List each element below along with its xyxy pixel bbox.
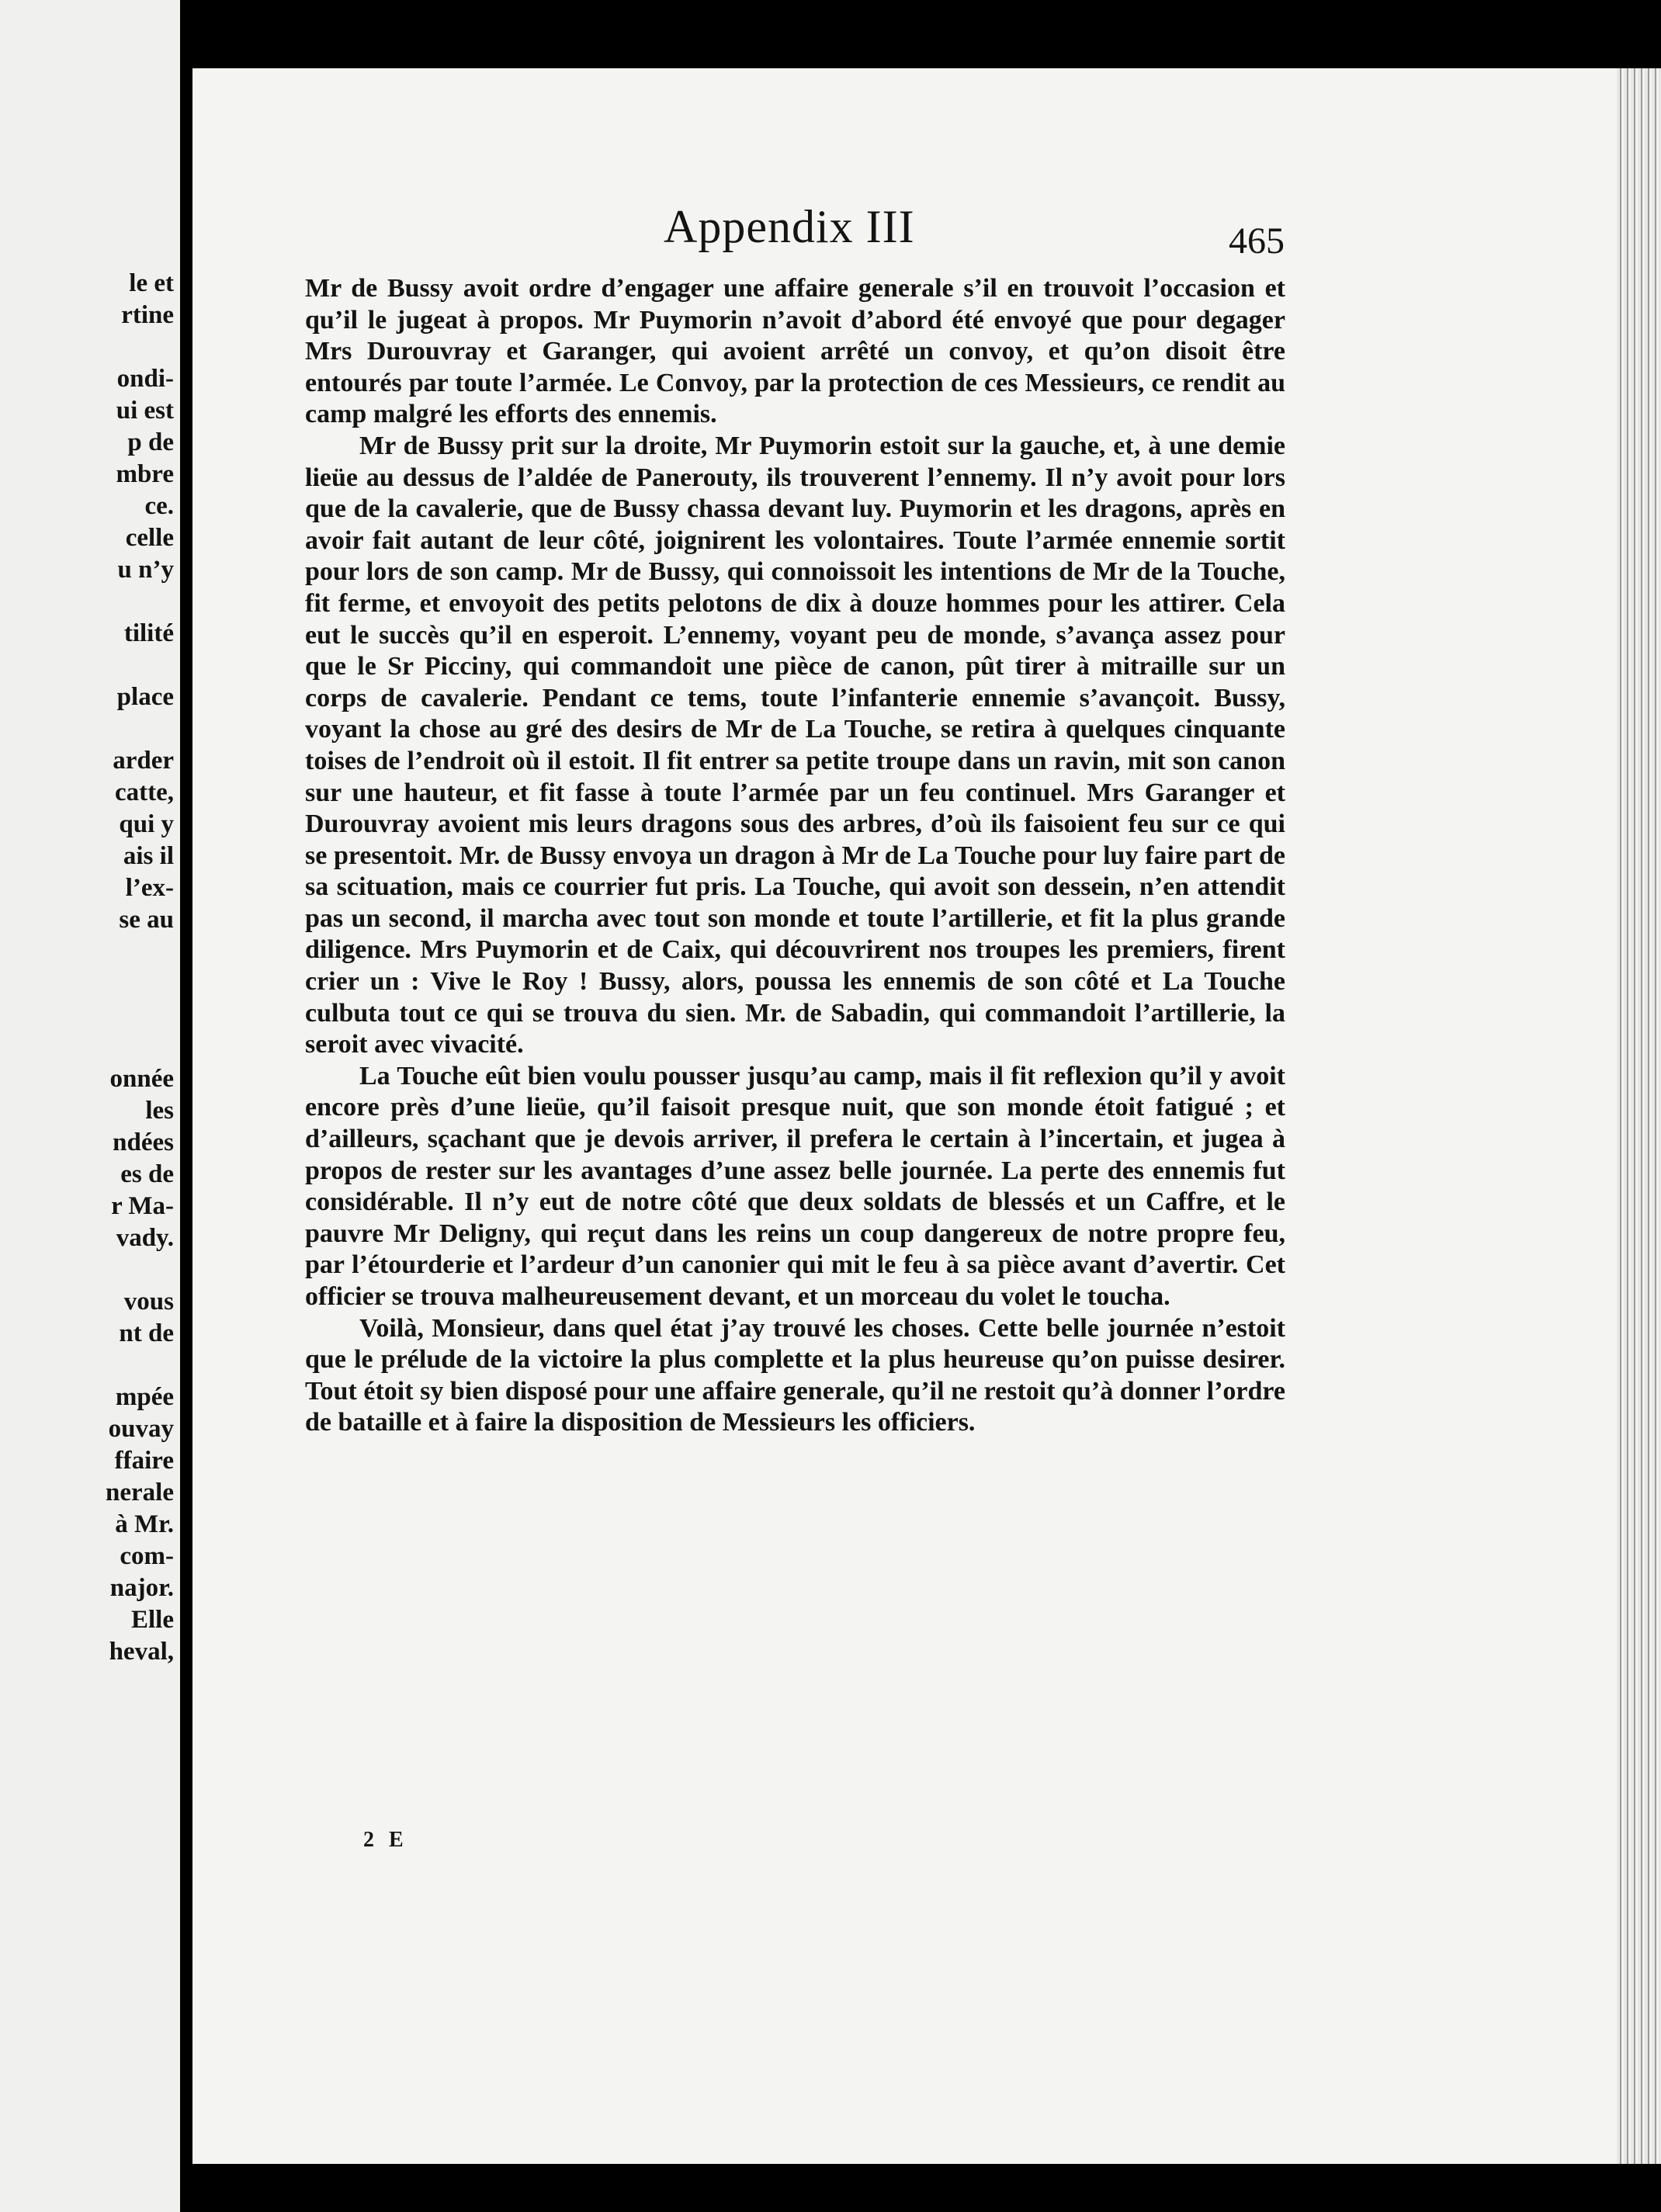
left-page-line — [0, 968, 180, 1000]
left-page-line: Elle — [131, 1606, 174, 1634]
left-page-line: ais il — [123, 842, 174, 870]
left-page-line — [0, 650, 180, 681]
left-page-fragment — [0, 0, 180, 2212]
left-page-line — [0, 936, 180, 968]
left-page-line: celle — [125, 524, 174, 552]
paragraph: Mr de Bussy prit sur la droite, Mr Puymorin estoit sur la gauche, et, à une demie lieüe au dessus de l’aldée de Panerouty, ils trouverent l’ennemy. Il n’y avoit pour lors que de la cavalerie, que de Bussy chassa devant luy. Puymorin et les dragons, après en avoir fait autant de leur côté, joignirent les volontaires. Toute l’armée ennemie sortit pour lors de son camp. Mr de Bussy, qui connoissoit les intentions de Mr de la Touche, fit ferme, et envoyoit des petits pelotons de dix à douze hommes pour les attirer. Cela eut le succès qu’il en esperoit. L’ennemy, voyant peu de monde, s’avança assez pour que le Sr Picciny, qui commandoit une pièce de canon, pût tirer à mitraille sur un corps de cavalerie. Pendant ce tems, toute l’infanterie ennemie s’avançoit. Bussy, voyant la chose au gré des desirs de Mr de La Touche, se retira à quelques cinquante toises de l’endroit où il estoit. Il fit entrer sa petite troupe dans un ravin, mit son canon sur une hauteur, et fit fasse à toute l’armée par un feu continuel. Mrs Garanger et Durouvray avoient mis leurs dragons sous des arbres, d’où ils faisoient feu sur ce qui se presentoit. Mr. de Bussy envoya un dragon à Mr de La Touche pour luy faire part de sa scituation, mais ce courrier fut pris. La Touche, qui avoit son dessein, n’en attendit pas un second, il marcha avec tout son monde et toute l’artillerie, et fit la plus grande diligence. Mrs Puymorin et de Caix, qui découvrirent nos troupes les premiers, firent crier un : Vive le Roy ! Bussy, alors, poussa les ennemis de son côté et La Touche culbuta tout ce qui se trouva du sien. Mr. de Sabadin, qui commandoit l’artillerie, la seroit avec vivacité. — [305, 431, 1285, 1059]
left-page-line: ondi- — [116, 365, 174, 393]
running-title: Appendix III — [664, 201, 915, 252]
left-page-line — [0, 1254, 180, 1286]
paragraph: La Touche eût bien voulu pousser jusqu’au camp, mais il fit reflexion qu’il y avoit encore près d’une lieüe, qu’il faisoit presque nuit, que son monde étoit fatigué ; et d’ailleurs, sçachant que je devois arriver, il prefera le certain à l’incertain, et jugea à propos de rester sur les avantages d’une assez belle journée. La perte des ennemis fut considérable. Il n’y eut de notre côté que deux soldats de blessés et un Caffre, et le pauvre Mr Deligny, qui reçut dans les reins un coup dangereux de notre propre feu, par l’étourderie et l’ardeur d’un canonier qui mit le feu à sa pièce avant d’avertir. Cet officier se trouva malheureusement devant, et un morceau du volet le toucha. — [305, 1061, 1285, 1311]
left-page-line: najor. — [109, 1574, 174, 1602]
left-page-line: vous — [123, 1288, 174, 1316]
page-number: 465 — [1229, 220, 1285, 262]
left-page-line: vady. — [116, 1224, 174, 1252]
left-page-line: r Ma- — [111, 1192, 174, 1220]
signature-mark: 2 E — [363, 1828, 408, 1852]
page-edge — [1617, 68, 1661, 2164]
left-page-line: place — [116, 683, 174, 711]
left-page-line: mpée — [115, 1383, 174, 1411]
left-page-line: ouvay — [108, 1415, 174, 1443]
left-page-line: ndées — [113, 1129, 174, 1156]
body-text — [305, 273, 1285, 1439]
left-page-line: p de — [127, 428, 174, 456]
left-page-line — [0, 713, 180, 745]
left-page-line: se au — [119, 906, 174, 934]
left-page-line: es de — [120, 1160, 174, 1188]
left-page-line — [0, 1350, 180, 1382]
left-page-line: ce. — [144, 492, 174, 520]
left-page-line: nerale — [106, 1479, 174, 1506]
left-page-line — [0, 1000, 180, 1031]
paragraph: Mr de Bussy avoit ordre d’engager une affaire generale s’il en trouvoit l’occasion et qu’il le jugeat à propos. Mr Puymorin n’avoit d’abord été envoyé que pour degager Mrs Durouvray et Garanger, qui avoient arrêté un convoy, et qu’on disoit être entourés par toute l’armée. Le Convoy, par la protection de ces Messieurs, ce rendit au camp malgré les efforts des ennemis. — [305, 274, 1285, 429]
left-page-line: ffaire — [114, 1447, 174, 1475]
left-page-line: tilité — [123, 619, 174, 647]
left-page-line: à Mr. — [115, 1510, 174, 1538]
left-page-line: rtine — [121, 301, 174, 329]
left-page-line — [0, 1031, 180, 1063]
left-page-line: les — [145, 1097, 174, 1125]
left-page-line: catte, — [114, 778, 174, 806]
left-page-line — [0, 331, 180, 363]
paragraph: Voilà, Monsieur, dans quel état j’ay trouvé les choses. Cette belle journée n’estoit que le prélude de la victoire la plus complette et la plus heureuse qu’on puisse desirer. Tout étoit sy bien disposé pour une affaire generale, qu’il ne restoit qu’à donner l’ordre de bataille et à faire la disposition de Messieurs les officiers. — [305, 1313, 1285, 1437]
left-page-line: l’ex- — [125, 874, 174, 902]
left-page-line: u n’y — [117, 556, 174, 584]
left-page-line: nt de — [119, 1319, 174, 1347]
left-page-line: le et — [129, 269, 174, 297]
book-gutter — [180, 0, 192, 2212]
left-page-line — [0, 586, 180, 618]
left-page-line: ui est — [116, 397, 174, 425]
left-page-line: onnée — [109, 1065, 174, 1093]
left-page-line: heval, — [109, 1638, 174, 1666]
left-page-line: arder — [113, 747, 174, 775]
left-page-line: com- — [120, 1542, 174, 1570]
left-page-line: mbre — [116, 460, 174, 488]
left-page-line: qui y — [119, 810, 174, 838]
left-page-text — [0, 268, 180, 1668]
